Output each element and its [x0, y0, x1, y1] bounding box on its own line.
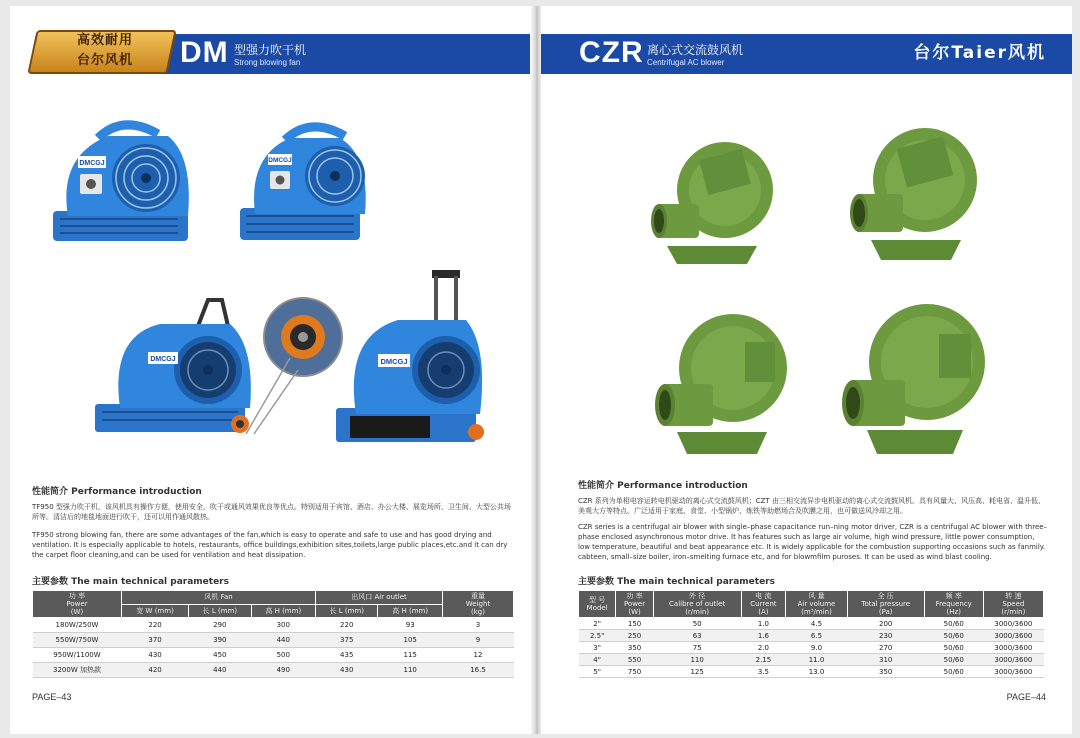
left-header-subtitle: Strong blowing fan [234, 58, 301, 67]
left-page-number: PAGE–43 [32, 692, 72, 702]
left-params-title: 主要参数 The main technical parameters [32, 577, 229, 587]
slogan-badge-text: 高效耐用 台尔风机 [76, 33, 133, 68]
svg-text:DMCGJ: DMCGJ [79, 160, 105, 167]
left-intro-title: 性能简介 Performance introduction [32, 487, 202, 497]
brand-logo: 台尔Taier风机 [913, 43, 1046, 63]
col-fan: 风机 Fan [122, 591, 316, 605]
right-intro-en: CZR series is a centrifugal air blower with single–phase capacitance run–ning motor driver, CZR is a centrifugal AC blower with three–phase enclosed asynchronous motor drive. It has features such as large air volume, high wind pressure, little power consumption, low temperature, beautiful and beat appearance etc. It is widely applicable for the combustion supporting occasions such as fanmily. cabteen, small–size boiler, iron–smelting furnace etc, and for blowmfilm puroses. It can be used as wind blast cooling. [578, 523, 1048, 561]
right-intro-title: 性能简介 Performance introduction [578, 481, 748, 491]
left-page [10, 6, 537, 734]
blue-floor-fan-icon [90, 296, 260, 446]
table-row: 3200W 加热款 420 440 490 430 110 16.5 [33, 663, 514, 678]
left-intro-cn: TF950 型强力吹干机，该风机具有操作方便，使用安全，吹干或通风效果优良等优点。特别适用于宾馆、酒店、办公大楼、展览场所、卫生间、大型公共场所等。清洁后的地毯地面进行吹干，还可以用作通风散热。 [32, 503, 511, 521]
col-speed: 转 速 Speed (r/min) [983, 591, 1043, 618]
col-pressure: 全 压 Total pressure (Pa) [847, 591, 924, 618]
col-model: 型 号 Model [579, 591, 616, 618]
table-row: 3" 350 75 2.0 9.0 270 50/60 3000/3600 [579, 642, 1044, 654]
col-power: 功 率 Power (W) [33, 591, 122, 618]
table-row: 2.5" 250 63 1.6 6.5 230 50/60 3000/3600 [579, 630, 1044, 642]
right-page [541, 6, 1072, 734]
green-blower-icon [647, 298, 787, 458]
col-fan-l: 长 L (mm) [189, 604, 251, 618]
left-intro-en: TF950 strong blowing fan, there are some advantages of the fan,which is easy to operate and safe to use and has good drying and ventilation. It is especially applicable to hotels, restaurants, office buildings,exhibition sites,toilets,large public places,etc.and it can dry the carpet floor cleaning,and can be used for ventilation and heat dissipation. [32, 531, 508, 559]
right-header-name: 离心式交流鼓风机 [647, 43, 744, 57]
svg-text:DMCGJ: DMCGJ [150, 356, 176, 363]
blue-floor-fan-icon [230, 116, 380, 256]
col-fan-h: 高 H (mm) [251, 604, 316, 618]
col-calibre: 外 径 Calibre of outlet (r/min) [653, 591, 741, 618]
callout-line [240, 356, 300, 436]
table-row: 180W/250W 220 290 300 220 93 3 [33, 618, 514, 633]
col-outlet: 出风口 Air outlet [316, 591, 443, 605]
svg-text:DMCGJ: DMCGJ [380, 357, 408, 366]
col-outlet-h: 高 H (mm) [378, 604, 443, 618]
czr-spec-table [578, 590, 1044, 678]
table-row: 5" 750 125 3.5 13.0 350 50/60 3000/3600 [579, 666, 1044, 678]
col-fan-w: 宽 W (mm) [122, 604, 189, 618]
table-row: 2" 150 50 1.0 4.5 200 50/60 3000/3600 [579, 618, 1044, 630]
col-outlet-l: 长 L (mm) [316, 604, 378, 618]
table-row: 4" 550 110 2.15 11.0 310 50/60 3000/3600 [579, 654, 1044, 666]
dm-spec-table [32, 590, 514, 678]
col-frequency: 频 率 Frequency (Hz) [924, 591, 983, 618]
table-row: 550W/750W 370 390 440 375 105 9 [33, 633, 514, 648]
trolley-fan-icon [328, 266, 488, 456]
right-header-subtitle: Centrifugal AC blower [647, 58, 725, 67]
col-weight: 重量 Weight (kg) [443, 591, 514, 618]
right-page-number: PAGE–44 [1006, 692, 1046, 702]
svg-text:DMCGJ: DMCGJ [268, 157, 292, 164]
col-air-volume: 风 量 Air volume (m³/min) [786, 591, 847, 618]
right-intro-cn: CZR 系列为单相电容运转电机驱动的离心式交流鼓风机；CZT 由三相交流异步电机驱动的离心式交流鼓风机。具有风量大、风压高、耗电省、温升低、美观大方等特点。广泛适用于家庭、食堂、小型锅炉、炼铁等助燃场合及吹膜之用，也可做送风冷却之用。 [578, 497, 1045, 515]
left-header-name: 型强力吹干机 [234, 43, 307, 57]
left-header-code: DM [180, 36, 229, 69]
green-blower-icon [835, 288, 985, 458]
green-blower-icon [647, 124, 777, 269]
blue-floor-fan-icon [48, 116, 198, 256]
right-header-code: CZR [579, 36, 644, 69]
right-params-title: 主要参数 The main technical parameters [578, 577, 775, 587]
table-row: 950W/1100W 430 450 500 435 115 12 [33, 648, 514, 663]
col-power: 功 率 Power (W) [616, 591, 654, 618]
col-current: 电 流 Current (A) [741, 591, 786, 618]
green-blower-icon [841, 116, 981, 266]
